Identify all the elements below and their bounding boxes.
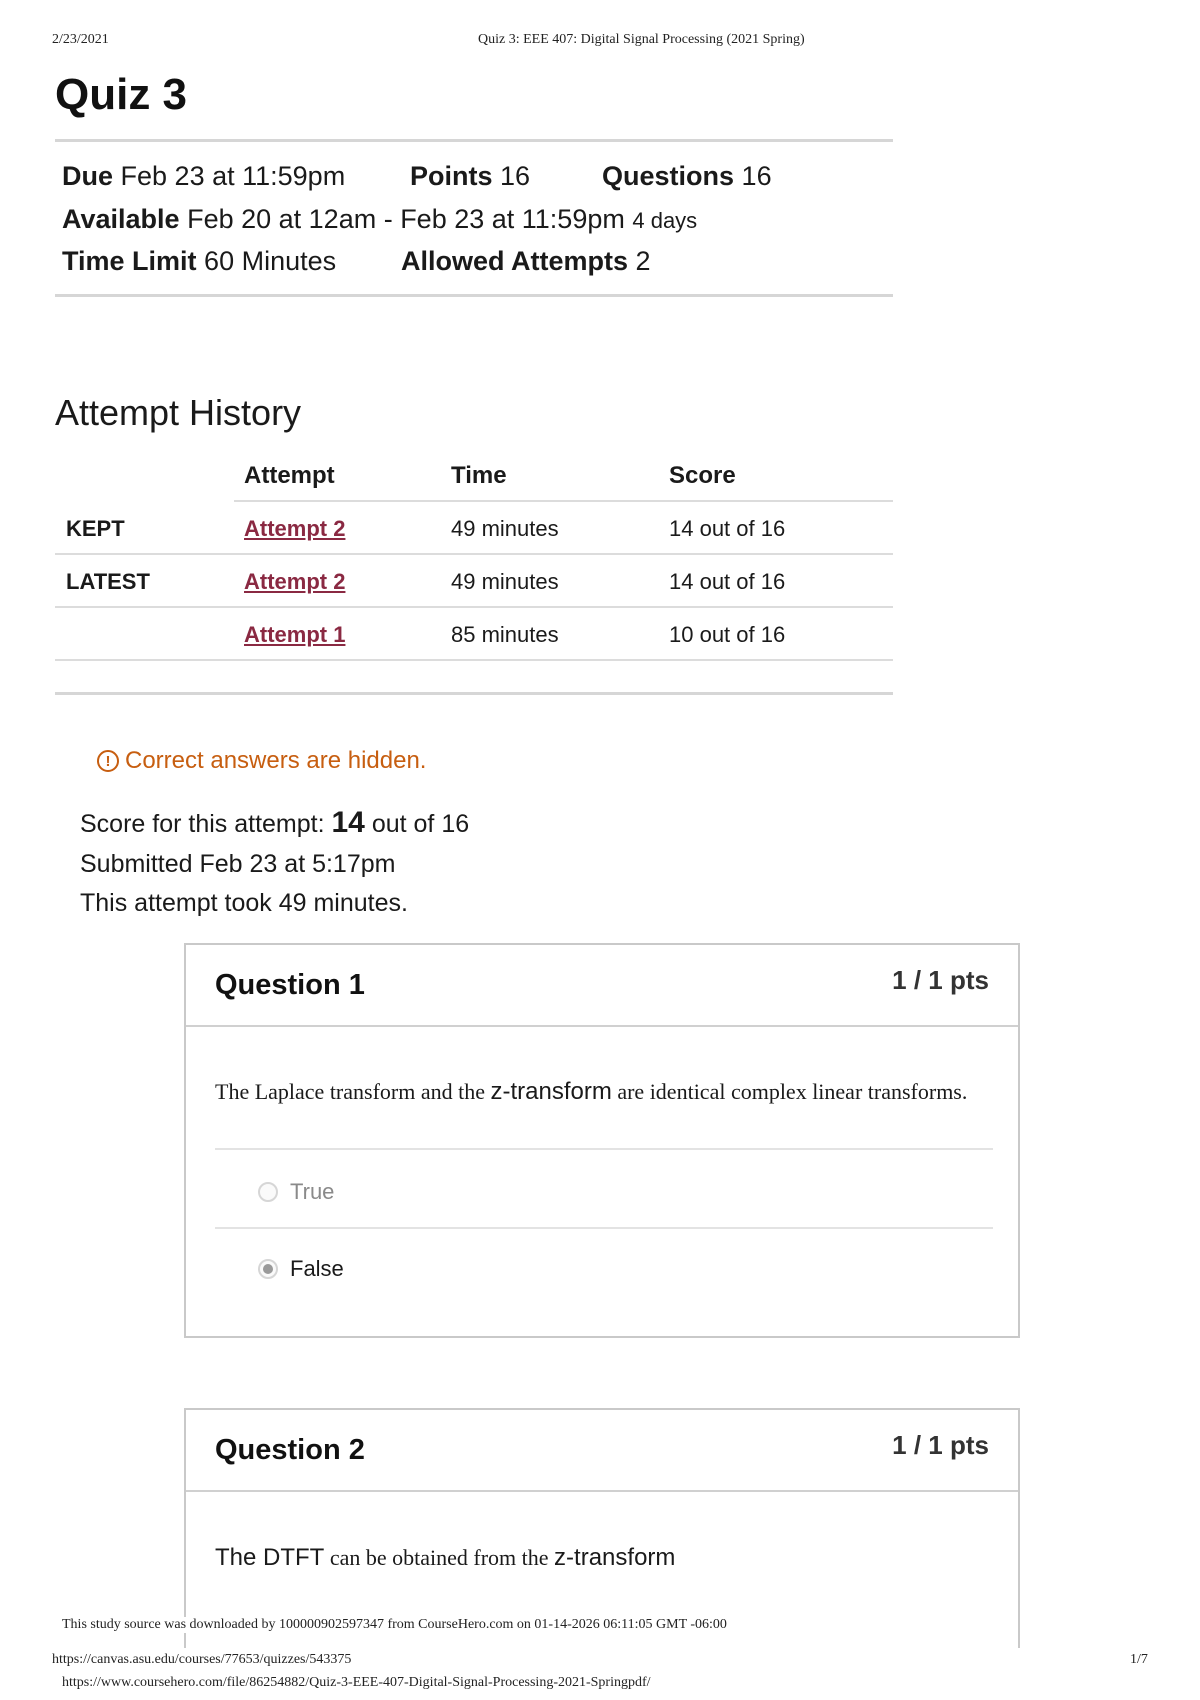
divider (55, 692, 893, 695)
attempt-history-title: Attempt History (55, 392, 302, 433)
attempt-tag-latest: LATEST (66, 569, 150, 594)
page-title: Quiz 3 (55, 70, 188, 119)
divider (55, 139, 893, 142)
available-value: Feb 20 at 12am - Feb 23 at 11:59pm (187, 204, 625, 234)
attempt-link[interactable]: Attempt 2 (244, 516, 346, 541)
question-title: Question 1 (215, 969, 365, 1001)
notice-text: Correct answers are hidden. (125, 747, 427, 774)
exclamation-circle-icon: ! (97, 750, 119, 772)
divider (55, 294, 893, 297)
score-prefix: Score for this attempt: (80, 810, 325, 838)
questions-value: 16 (741, 161, 772, 191)
question-text-part: are identical complex linear transforms. (617, 1079, 968, 1104)
column-header-time: Time (451, 462, 507, 489)
question-text-part: can be obtained from the (329, 1545, 549, 1570)
question-card (184, 943, 1020, 1338)
answer-option-true[interactable] (258, 1179, 334, 1205)
question-card (184, 1408, 1020, 1648)
column-header-score: Score (669, 462, 736, 489)
answer-label: True (290, 1179, 335, 1204)
question-title: Question 2 (215, 1434, 365, 1466)
time-limit-label: Time Limit (62, 246, 197, 276)
due-date (62, 161, 345, 192)
due-label: Due (62, 161, 114, 191)
points (410, 161, 530, 192)
available-label: Available (62, 204, 180, 234)
questions-count (602, 161, 772, 192)
availability (62, 204, 697, 235)
score-value: 14 (331, 806, 365, 839)
attempt-score: 10 out of 16 (669, 622, 786, 647)
question-text-term: The DTFT (215, 1544, 325, 1571)
header-rule (234, 500, 893, 502)
answer-option-false[interactable] (258, 1256, 344, 1282)
column-header-attempt: Attempt (244, 462, 335, 489)
score-suffix: out of 16 (371, 810, 470, 838)
attempt-time: 49 minutes (451, 569, 559, 594)
attempt-link[interactable]: Attempt 1 (244, 622, 346, 647)
question-text-term: z-transform (490, 1078, 612, 1105)
question-text-term: z-transform (554, 1544, 676, 1571)
attempt-score: 14 out of 16 (669, 569, 786, 594)
attempt-time: 49 minutes (451, 516, 559, 541)
row-rule (55, 659, 893, 661)
question-text (215, 1078, 967, 1106)
answers-hidden-notice (97, 747, 426, 775)
allowed-attempts-label: Allowed Attempts (401, 246, 629, 276)
question-points: 1 / 1 pts (892, 1430, 989, 1460)
attempt-score-line (80, 806, 469, 840)
allowed-attempts-value: 2 (635, 246, 651, 276)
question-header (186, 945, 1018, 1027)
source-url-link[interactable]: https://www.coursehero.com/file/86254882/Quiz-3-EEE-407-Digital-Signal-Processing-2021-Springpdf/ (62, 1675, 651, 1690)
submitted-time: Submitted Feb 23 at 5:17pm (80, 850, 396, 878)
allowed-attempts (401, 246, 651, 277)
answer-divider (215, 1148, 993, 1150)
questions-label: Questions (602, 161, 735, 191)
attempt-score: 14 out of 16 (669, 516, 786, 541)
row-rule (55, 553, 893, 555)
study-source-notice: This study source was downloaded by 100000902597347 from CourseHero.com on 01-14-2026 06:11:05 GMT -06:00 (62, 1617, 731, 1633)
answer-divider (215, 1227, 993, 1229)
question-header (186, 1410, 1018, 1492)
attempt-duration: This attempt took 49 minutes. (80, 889, 408, 917)
print-date: 2/23/2021 (52, 32, 109, 47)
question-text-part: The Laplace transform and the (215, 1079, 485, 1104)
page-number: 1/7 (1130, 1652, 1148, 1667)
points-label: Points (410, 161, 493, 191)
radio-selected-icon[interactable] (258, 1259, 278, 1279)
radio-unselected-icon[interactable] (258, 1182, 278, 1202)
answer-label: False (290, 1256, 344, 1281)
attempt-tag-kept: KEPT (66, 516, 125, 541)
attempt-link[interactable]: Attempt 2 (244, 569, 346, 594)
time-limit (62, 246, 336, 277)
question-points: 1 / 1 pts (892, 965, 989, 995)
due-value: Feb 23 at 11:59pm (120, 161, 346, 191)
question-text (215, 1544, 675, 1572)
available-duration: 4 days (632, 208, 698, 233)
attempt-time: 85 minutes (451, 622, 559, 647)
time-limit-value: 60 Minutes (204, 246, 337, 276)
points-value: 16 (500, 161, 531, 191)
row-rule (55, 606, 893, 608)
page-url: https://canvas.asu.edu/courses/77653/quizzes/543375 (52, 1652, 352, 1667)
print-page-title: Quiz 3: EEE 407: Digital Signal Processing (2021 Spring) (478, 32, 805, 47)
